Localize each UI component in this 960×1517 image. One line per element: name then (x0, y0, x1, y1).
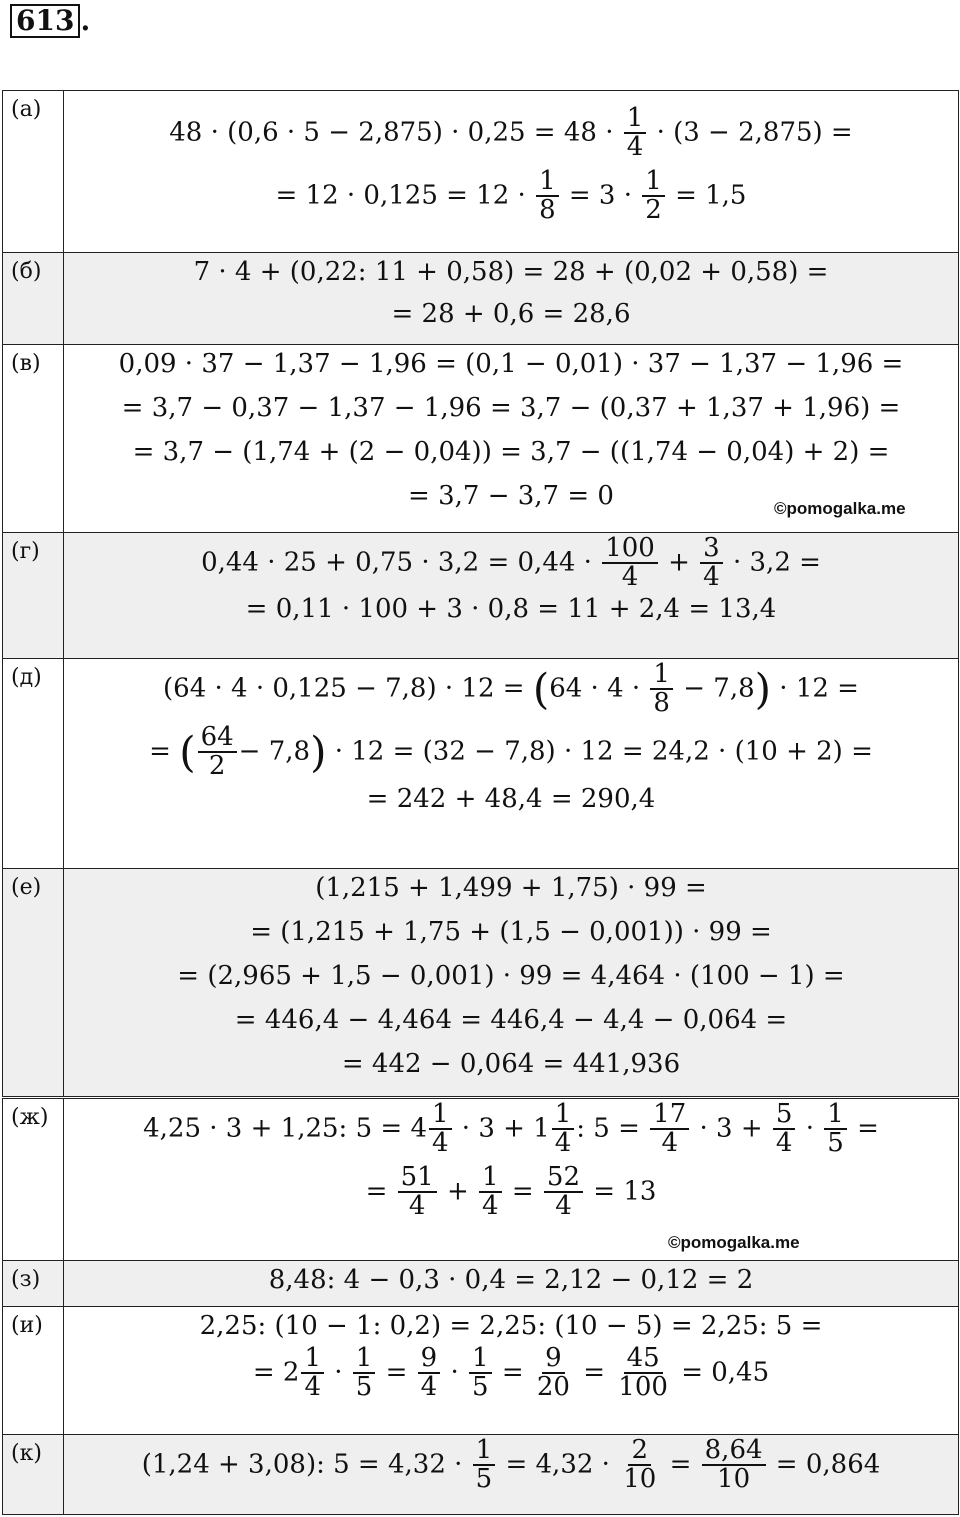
fraction (702, 1437, 766, 1494)
numerator: 1 (642, 168, 665, 197)
numerator: 2 (628, 1437, 651, 1466)
numerator: 3 (700, 535, 723, 564)
row-i (3, 1307, 959, 1435)
row-expression (64, 1099, 959, 1261)
numerator: 1 (650, 661, 673, 690)
problem-number-dot: . (80, 4, 91, 37)
denominator: 8 (539, 194, 556, 225)
denominator: 5 (827, 1128, 844, 1159)
denominator: 4 (304, 1372, 321, 1403)
expr-line: (1,215 + 1,499 + 1,75) · 99 = (315, 873, 707, 903)
row-label: (г) (3, 533, 64, 659)
row-expression (64, 1307, 959, 1435)
denominator: 4 (626, 132, 644, 163)
expr-text: · (805, 1113, 814, 1144)
denominator: 4 (420, 1372, 438, 1403)
fraction (624, 105, 647, 162)
expr-text: = 2 (252, 1357, 300, 1388)
fraction (398, 1161, 437, 1221)
denominator: 5 (475, 1464, 493, 1495)
solution-table-2 (2, 1098, 959, 1515)
expr-text: · 12 = (32 − 7,8) · 12 = 24,2 · (10 + 2) = (334, 735, 873, 766)
expr-text: · 3 + (699, 1113, 763, 1144)
numerator: 1 (429, 1101, 452, 1130)
row-g (3, 533, 959, 659)
expr-line (64, 661, 958, 718)
numerator: 64 (198, 724, 237, 753)
expr-text: − 7,8 (683, 673, 755, 704)
row-label: (б) (3, 253, 64, 345)
numerator: 1 (473, 1437, 496, 1466)
row-label: (е) (3, 869, 64, 1097)
expr-text: − 7,8 (238, 735, 311, 766)
expr-text: · 3 + 1 (461, 1113, 550, 1144)
numerator: 52 (544, 1164, 583, 1193)
row-label: (и) (3, 1307, 64, 1435)
expr-text: = 12 · 0,125 = 12 · (275, 179, 526, 210)
expr-text: (64 · 4 · 0,125 − 7,8) · 12 = (163, 673, 525, 704)
expr-text: = (365, 1175, 388, 1206)
solution-table-1 (2, 90, 959, 1097)
numerator: 9 (418, 1345, 441, 1374)
fraction (620, 1437, 659, 1494)
row-expression (64, 1435, 959, 1515)
left-paren: ( (179, 726, 196, 776)
denominator: 4 (431, 1128, 449, 1159)
fraction (536, 165, 559, 225)
denominator: 4 (408, 1190, 426, 1221)
row-d (3, 659, 959, 869)
expr-line: = 3,7 − 3,7 = 0 (408, 481, 614, 511)
numerator: 1 (624, 105, 647, 134)
right-paren: ) (754, 664, 772, 714)
expr-line (64, 1101, 958, 1158)
denominator: 8 (653, 688, 670, 719)
problem-number (10, 4, 90, 38)
expr-text: : 5 = (576, 1113, 640, 1144)
denominator: 4 (703, 562, 720, 593)
row-expression (64, 533, 959, 659)
numerator: 8,64 (702, 1437, 766, 1466)
row-expression (64, 345, 959, 533)
row-a (3, 91, 959, 253)
denominator: 4 (554, 1128, 572, 1159)
expr-line: = 28 + 0,6 = 28,6 (391, 299, 631, 329)
row-zh (3, 1099, 959, 1261)
numerator: 51 (398, 1164, 437, 1193)
numerator: 1 (552, 1101, 575, 1130)
expr-text: · (450, 1357, 459, 1388)
expr-text: + (446, 1175, 469, 1206)
row-expression (64, 91, 959, 253)
expr-text: + (668, 547, 690, 578)
numerator: 1 (301, 1345, 324, 1374)
expr-line: 7 · 4 + (0,22: 11 + 0,58) = 28 + (0,02 + 0,58) = (193, 257, 829, 287)
fraction (301, 1345, 324, 1402)
fraction (473, 1437, 496, 1494)
fraction (418, 1345, 441, 1402)
expr-text: 48 · (0,6 · 5 − 2,875) · 0,25 = 48 · (169, 117, 614, 148)
expr-line: 8,48: 4 − 0,3 · 0,4 = 2,12 − 0,12 = 2 (268, 1265, 754, 1295)
denominator: 4 (555, 1190, 572, 1221)
expr-text: = 1,5 (675, 179, 747, 210)
row-expression (64, 869, 959, 1097)
denominator: 100 (618, 1372, 668, 1403)
expr-text: = 0,45 (681, 1357, 770, 1388)
expr-line (64, 1345, 958, 1402)
expr-line (64, 105, 958, 162)
expr-line (64, 1437, 958, 1494)
row-label: (д) (3, 659, 64, 869)
expr-line (64, 721, 958, 781)
row-expression (64, 1261, 959, 1307)
numerator: 17 (650, 1101, 689, 1130)
expr-line (64, 165, 958, 225)
problem-number-box: 613 (10, 4, 80, 38)
row-label: (а) (3, 91, 64, 253)
denominator: 5 (355, 1372, 373, 1403)
fraction (429, 1101, 452, 1158)
fraction (602, 535, 658, 592)
expr-text: · 3,2 = (732, 547, 821, 578)
row-e (3, 869, 959, 1097)
expr-line: = 442 − 0,064 = 441,936 (341, 1049, 681, 1079)
fraction (544, 1161, 583, 1221)
numerator: 1 (479, 1164, 502, 1193)
denominator: 2 (645, 194, 662, 225)
expr-text: = (149, 735, 171, 766)
denominator: 5 (472, 1372, 489, 1403)
denominator: 4 (775, 1128, 793, 1159)
numerator: 5 (773, 1101, 796, 1130)
denominator: 10 (623, 1464, 657, 1495)
fraction (615, 1345, 671, 1402)
fraction (642, 165, 665, 225)
expr-text: = 0,864 (775, 1449, 881, 1480)
expr-line: = 242 + 48,4 = 290,4 (366, 784, 656, 815)
expr-text: = (511, 1175, 534, 1206)
denominator: 2 (208, 750, 226, 781)
denominator: 4 (621, 562, 639, 593)
row-expression (64, 253, 959, 345)
watermark: ©pomogalka.me (668, 1233, 800, 1252)
denominator: 10 (717, 1464, 751, 1495)
expr-text: = (857, 1113, 879, 1144)
denominator: 4 (661, 1128, 678, 1159)
fraction (353, 1345, 376, 1402)
expr-text: (1,24 + 3,08): 5 = 4,32 · (141, 1449, 463, 1480)
expr-line: = 3,7 − 0,37 − 1,37 − 1,96 = 3,7 − (0,37 + 1,37 + 1,96) = (121, 393, 901, 423)
fraction (479, 1161, 502, 1221)
expr-line: = 446,4 − 4,464 = 446,4 − 4,4 − 0,064 = (234, 1005, 788, 1035)
row-expression (64, 659, 959, 869)
row-v (3, 345, 959, 533)
expr-line: = 0,11 · 100 + 3 · 0,8 = 11 + 2,4 = 13,4 (245, 593, 777, 624)
denominator: 20 (536, 1372, 570, 1403)
fraction (773, 1101, 796, 1158)
left-paren: ( (532, 664, 550, 714)
expr-text: = 4,32 · (505, 1449, 610, 1480)
fraction (469, 1345, 492, 1402)
expr-text: = 13 (593, 1175, 657, 1206)
denominator: 4 (482, 1190, 499, 1221)
expr-line: 0,09 · 37 − 1,37 − 1,96 = (0,1 − 0,01) · 37 − 1,37 − 1,96 = (118, 349, 904, 379)
numerator: 1 (469, 1345, 492, 1374)
numerator: 45 (624, 1345, 663, 1374)
numerator: 100 (602, 535, 658, 564)
fraction (650, 1101, 689, 1158)
row-k (3, 1435, 959, 1515)
fraction (552, 1101, 575, 1158)
fraction (700, 535, 723, 592)
row-label: (з) (3, 1261, 64, 1307)
numerator: 1 (536, 168, 559, 197)
expr-line (64, 1161, 958, 1221)
fraction (534, 1345, 573, 1402)
expr-text: · 12 = (779, 673, 859, 704)
expr-text: 64 · 4 · (549, 673, 641, 704)
watermark: ©pomogalka.me (774, 499, 906, 518)
numerator: 9 (542, 1345, 565, 1374)
fraction (824, 1101, 847, 1158)
right-paren: ) (310, 726, 327, 776)
expr-line (64, 535, 958, 592)
expr-line: = (1,215 + 1,75 + (1,5 − 0,001)) · 99 = (250, 917, 772, 947)
fraction (198, 721, 237, 781)
expr-text: = (385, 1357, 408, 1388)
row-label: (к) (3, 1435, 64, 1515)
numerator: 1 (824, 1101, 847, 1130)
expr-text: 0,44 · 25 + 0,75 · 3,2 = 0,44 · (201, 547, 592, 578)
row-z (3, 1261, 959, 1307)
expr-text: · (3 − 2,875) = (656, 117, 853, 148)
expr-text: · (334, 1357, 343, 1388)
expr-line: = 3,7 − (1,74 + (2 − 0,04)) = 3,7 − ((1,74 − 0,04) + 2) = (132, 437, 890, 467)
numerator: 1 (353, 1345, 376, 1374)
row-b (3, 253, 959, 345)
expr-text: = 3 · (568, 179, 632, 210)
expr-text: = (583, 1357, 606, 1388)
expr-line: = (2,965 + 1,5 − 0,001) · 99 = 4,464 · (100 − 1) = (177, 961, 845, 991)
row-label: (ж) (3, 1099, 64, 1261)
row-label: (в) (3, 345, 64, 533)
expr-text: 4,25 · 3 + 1,25: 5 = 4 (143, 1113, 427, 1144)
fraction (650, 661, 673, 718)
expr-line: 2,25: (10 − 1: 0,2) = 2,25: (10 − 5) = 2,25: 5 = (199, 1311, 823, 1341)
expr-text: = (669, 1449, 692, 1480)
expr-text: = (501, 1357, 524, 1388)
